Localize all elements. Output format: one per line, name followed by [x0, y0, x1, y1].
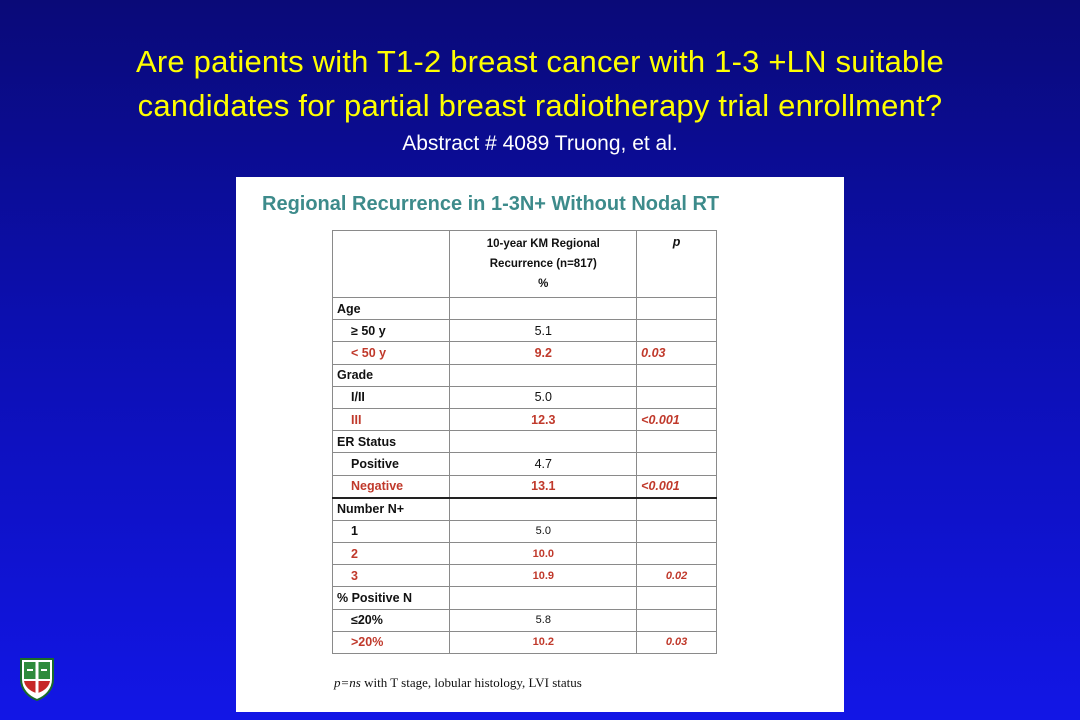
row-label: Grade: [333, 364, 450, 386]
table-row: [333, 609, 717, 631]
header-p: p: [637, 231, 717, 298]
row-label: Negative: [333, 475, 450, 498]
row-p: [637, 587, 717, 609]
table-row: [333, 498, 717, 521]
row-label: Age: [333, 298, 450, 320]
row-value: 4.7: [450, 453, 637, 475]
row-value: [450, 364, 637, 386]
row-p: 0.02: [637, 565, 717, 587]
table-row: [333, 364, 717, 386]
header-col2-line1: 10-year KM Regional: [486, 238, 600, 250]
table-row: [333, 431, 717, 453]
row-label: ≤20%: [333, 609, 450, 631]
row-value: 12.3: [450, 408, 637, 430]
slide-subtitle: Abstract # 4089 Truong, et al.: [402, 132, 678, 155]
table-row: [333, 298, 717, 320]
row-p: [637, 298, 717, 320]
row-label: >20%: [333, 631, 450, 653]
table-row: [333, 453, 717, 475]
row-p: [637, 543, 717, 565]
row-p: <0.001: [637, 475, 717, 498]
table-row: [333, 520, 717, 542]
row-value: [450, 498, 637, 521]
figure-panel: [236, 177, 844, 712]
row-p: [637, 431, 717, 453]
row-value: 10.0: [450, 543, 637, 565]
table-row: [333, 475, 717, 498]
row-label: 1: [333, 520, 450, 542]
row-p: [637, 609, 717, 631]
table-row: [333, 543, 717, 565]
row-value: 10.9: [450, 565, 637, 587]
table-row: [333, 408, 717, 430]
recurrence-table: [332, 230, 717, 654]
row-label: % Positive N: [333, 587, 450, 609]
header-col2-line3: %: [538, 278, 549, 290]
table-row: [333, 320, 717, 342]
row-p: 0.03: [637, 631, 717, 653]
row-p: [637, 520, 717, 542]
row-p: [637, 320, 717, 342]
shield-logo-icon: [19, 657, 55, 701]
row-label: III: [333, 408, 450, 430]
row-value: [450, 298, 637, 320]
row-value: 13.1: [450, 475, 637, 498]
table-row: [333, 565, 717, 587]
table-row: [333, 587, 717, 609]
row-value: 5.8: [450, 609, 637, 631]
row-value: 5.0: [450, 520, 637, 542]
row-p: [637, 364, 717, 386]
header-col2: [450, 231, 637, 298]
row-p: <0.001: [637, 408, 717, 430]
row-label: 2: [333, 543, 450, 565]
row-label: ER Status: [333, 431, 450, 453]
slide-title-line2: candidates for partial breast radiotherapy trial enrollment?: [137, 88, 943, 123]
row-p: [637, 453, 717, 475]
footnote-rest: with T stage, lobular histology, LVI status: [360, 675, 582, 690]
row-value: [450, 431, 637, 453]
table-row: [333, 342, 717, 364]
row-value: 9.2: [450, 342, 637, 364]
table-row: [333, 386, 717, 408]
row-p: [637, 386, 717, 408]
row-p: 0.03: [637, 342, 717, 364]
figure-footnote: [334, 675, 582, 691]
row-p: [637, 498, 717, 521]
row-value: 10.2: [450, 631, 637, 653]
row-value: 5.1: [450, 320, 637, 342]
slide-title-line1: Are patients with T1-2 breast cancer with 1-3 +LN suitable: [136, 44, 944, 79]
row-label: 3: [333, 565, 450, 587]
row-label: ≥ 50 y: [333, 320, 450, 342]
row-label: Number N+: [333, 498, 450, 521]
table-row: [333, 631, 717, 653]
row-label: < 50 y: [333, 342, 450, 364]
row-value: 5.0: [450, 386, 637, 408]
row-label: I/II: [333, 386, 450, 408]
slide-title: [0, 40, 1080, 128]
header-col2-line2: Recurrence (n=817): [489, 258, 597, 270]
footnote-p: p=ns: [334, 675, 361, 690]
table-header-row: [333, 231, 717, 298]
row-label: Positive: [333, 453, 450, 475]
header-empty-cell: [333, 231, 450, 298]
figure-heading: Regional Recurrence in 1-3N+ Without Nodal RT: [262, 193, 720, 215]
row-value: [450, 587, 637, 609]
